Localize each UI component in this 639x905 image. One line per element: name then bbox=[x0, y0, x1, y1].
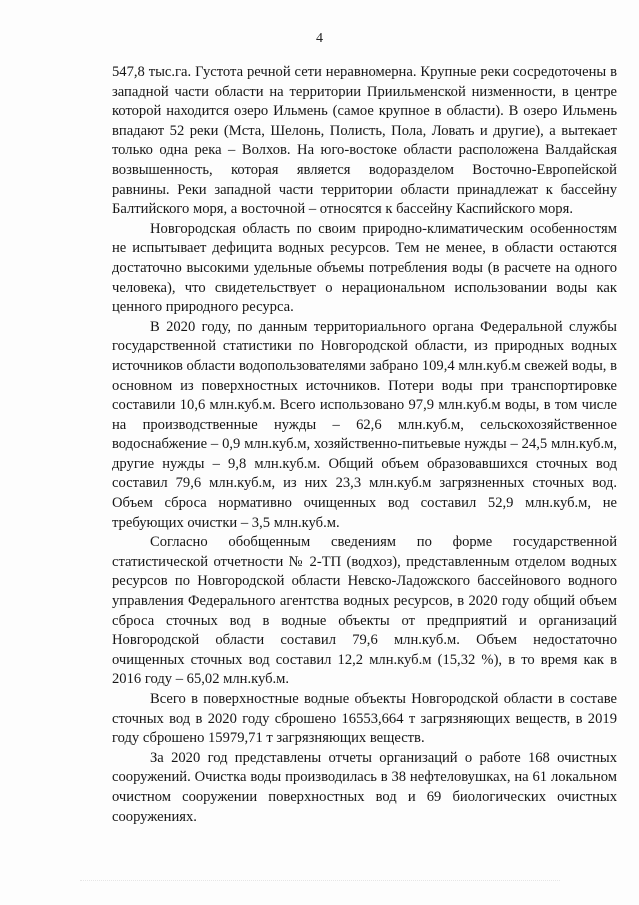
paragraph-1: 547,8 тыс.га. Густота речной сети неравномерна. Крупные реки сосредоточены в западной части области на территории Приильменской низменности, в центре которой находится озеро Ильмень (самое крупное в области). В озеро Ильмень впадают 52 реки (Мста, Шелонь, Полисть, Пола, Ловать и другие), а вытекает только одна река – Волхов. На юго-востоке области расположена Валдайская возвышенность, которая является водоразделом Восточно-Европейской равнины. Реки западной части территории области принадлежат к бассейну Балтийского моря, а восточной – относятся к бассейну Каспийского моря. bbox=[112, 64, 617, 218]
paragraph-5: Всего в поверхностные водные объекты Новгородской области в составе сточных вод в 2020 году сброшено 16553,664 т загрязняющих веществ, в 2019 году сброшено 15979,71 т загрязняющих веществ. bbox=[112, 691, 617, 747]
paragraph-2: Новгородская область по своим природно-климатическим особенностям не испытывает дефицита водных ресурсов. Тем не менее, в области остаются достаточно высокими удельные объемы потребления воды (в расчете на одного человека), что свидетельствует о нерациональном использовании воды как ценного природного ресурса. bbox=[112, 220, 617, 316]
paragraph-6: За 2020 год представлены отчеты организаций о работе 168 очистных сооружений. Очистка воды производилась в 38 нефтеловушках, на 61 локальном очистном сооружении поверхностных вод и 69 биологических очистных сооружениях. bbox=[112, 749, 617, 825]
page-number: 4 bbox=[316, 31, 323, 46]
document-body bbox=[112, 63, 617, 827]
scan-artifact-line bbox=[80, 880, 560, 887]
paragraph-4: Согласно обобщенным сведениям по форме государственной статистической отчетности № 2-ТП (водхоз), представленным отделом водных ресурсов по Новгородской области Невско-Ладожского бассейнового водного управления Федерального агентства водных ресурсов, в 2020 году общий объем сброса сточных вод в водные объекты от предприятий и организаций Новгородской области составил 79,6 млн.куб.м. Объем недостаточно очищенных сточных вод составил 12,2 млн.куб.м (15,32 %), в то время как в 2016 году – 65,02 млн.куб.м. bbox=[112, 534, 617, 688]
paragraph-3: В 2020 году, по данным территориального органа Федеральной службы государственной статистики по Новгородской области, из природных водных источников области водопользователями забрано 109,4 млн.куб.м свежей воды, в основном из поверхностных источников. Потери воды при транспортировке составили 10,6 млн.куб.м. Всего использовано 97,9 млн.куб.м воды, в том числе на производственные нужды – 62,6 млн.куб.м, сельскохозяйственное водоснабжение – 0,9 млн.куб.м, хозяйственно-питьевые нужды – 24,5 млн.куб.м, другие нужды – 9,8 млн.куб.м. Общий объем образовавшихся сточных вод составил 79,6 млн.куб.м, из них 23,3 млн.куб.м загрязненных сточных вод. Объем сброса нормативно очищенных вод составил 52,9 млн.куб.м, не требующих очистки – 3,5 млн.куб.м. bbox=[112, 318, 617, 531]
